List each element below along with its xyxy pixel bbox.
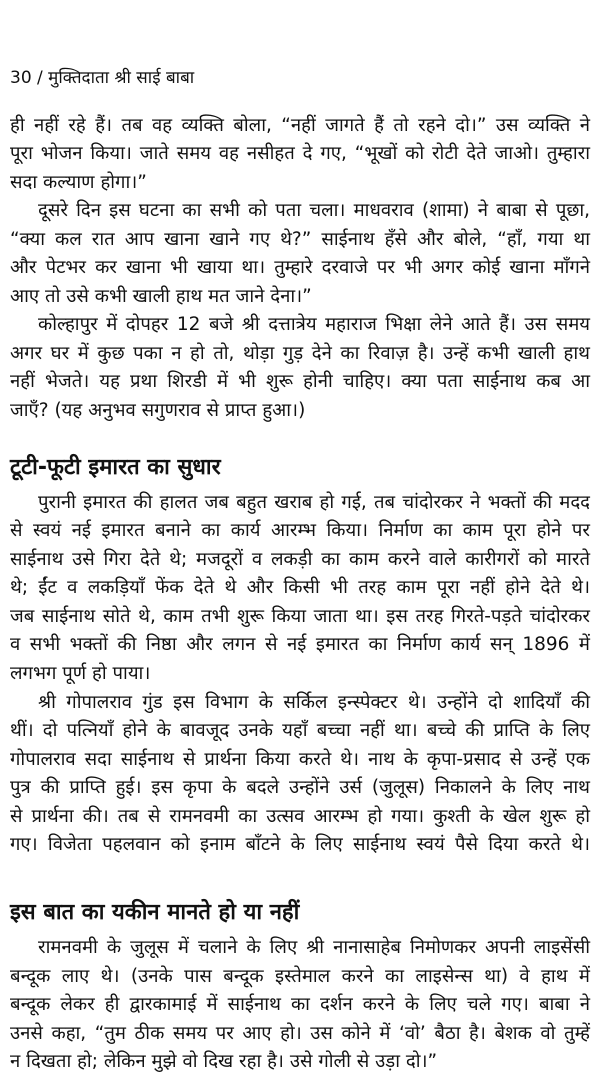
text-line: सदा कल्याण होगा।”: [10, 172, 147, 193]
text-line: और पेटभर कर खाना भी खाया था। तुम्हारे दरवाजे पर भी अगर कोई खाना माँगने: [10, 257, 590, 278]
text-line: अगर घर में कुछ पका न हो तो, थोड़ा गुड़ देने का रिवाज़ है। उन्हें कभी खाली हाथ: [10, 343, 590, 364]
text-line: पुत्र की प्राप्ति हुई। इस कृपा के बदले उन्होंने उर्स (जुलूस) निकालने के लिए नाथ: [10, 777, 590, 798]
text-line: बन्दूक लेकर ही द्वारकामाई में साईनाथ का दर्शन करने के लिए चले गए। बाबा ने: [10, 994, 590, 1015]
text-line: जाएँ? (यह अनुभव सगुणराव से प्राप्त हुआ।): [10, 400, 306, 421]
text-line: नहीं भेजते। यह प्रथा शिरडी में भी शुरू होनी चाहिए। क्या पता साईनाथ कब आ: [10, 371, 590, 392]
text-line: “क्या कल रात आप खाना खाने गए थे?” साईनाथ हँसे और बोले, “हाँ, गया था: [10, 229, 590, 250]
text-line: कोल्हापुर में दोपहर 12 बजे श्री दत्तात्रेय महाराज भिक्षा लेने आते हैं। उस समय: [38, 314, 590, 335]
text-line: ही नहीं रहे हैं। तब वह व्यक्ति बोला, “नहीं जागते हैं तो रहने दो।” उस व्यक्ति ने: [10, 115, 590, 136]
text-line: व सभी भक्तों की निष्ठा और लगन से नई इमारत का निर्माण कार्य सन् 1896 में: [10, 634, 590, 655]
text-line: आए तो उसे कभी खाली हाथ मत जाने देना।”: [10, 286, 312, 307]
text-line: गोपालराव सदा साईनाथ से प्रार्थना किया करते थे। नाथ के कृपा-प्रसाद से उन्हें एक: [10, 749, 590, 770]
section-heading: इस बात का यकीन मानते हो या नहीं: [10, 900, 300, 925]
text-line: थे; ईंट व लकड़ियाँ फेंक देते थे और किसी भी तरह काम पूरा नहीं होने देते थे।: [10, 577, 590, 598]
section-heading: टूटी-फूटी इमारत का सुधार: [10, 455, 221, 480]
text-line: साईनाथ उसे गिरा देते थे; मजदूरों व लकड़ी का काम करने वाले कारीगरों को मारते: [10, 549, 590, 570]
text-line: पुरानी इमारत की हालत जब बहुत खराब हो गई, तब चांदोरकर ने भक्तों की मदद: [38, 492, 590, 513]
running-header: 30 / मुक्तिदाता श्री साई बाबा: [10, 68, 195, 88]
text-line: से प्रार्थना की। तब से रामनवमी का उत्सव आरम्भ हो गया। कुश्ती के खेल शुरू हो: [10, 806, 590, 827]
text-line: उनसे कहा, “तुम ठीक समय पर आए हो। उस कोने में ‘वो’ बैठा है। बेशक वो तुम्हें: [10, 1023, 590, 1044]
text-line: लगभग पूर्ण हो पाया।: [10, 663, 151, 684]
text-line: रामनवमी के जुलूस में चलाने के लिए श्री नानासाहेब निमोणकर अपनी लाइसेंसी: [38, 937, 590, 958]
text-line: गए। विजेता पहलवान को इनाम बाँटने के लिए साईनाथ स्वयं पैसे दिया करते थे।: [10, 834, 590, 855]
text-line: श्री गोपालराव गुंड इस विभाग के सर्किल इन्स्पेक्टर थे। उन्होंने दो शादियाँ की: [38, 692, 590, 713]
text-line: से स्वयं नई इमारत बनाने का कार्य आरम्भ किया। निर्माण का काम पूरा होने पर: [10, 520, 590, 541]
text-line: दूसरे दिन इस घटना का सभी को पता चला। माधवराव (शामा) ने बाबा से पूछा,: [38, 200, 590, 221]
text-line: जब साईनाथ सोते थे, काम तभी शुरू किया जाता था। इस तरह गिरते-पड़ते चांदोरकर: [10, 606, 590, 627]
text-line: बन्दूक लाए थे। (उनके पास बन्दूक इस्तेमाल करने का लाइसेन्स था) वे हाथ में: [10, 966, 590, 987]
text-line: थीं। दो पत्नियाँ होने के बावजूद उनके यहाँ बच्चा नहीं था। बच्चे की प्राप्ति के लिए: [10, 720, 590, 741]
text-line: पूरा भोजन किया। जाते समय वह नसीहत दे गए, “भूखों को रोटी देते जाओ। तुम्हारा: [10, 143, 590, 164]
text-line: न दिखता हो; लेकिन मुझे वो दिख रहा है। उसे गोली से उड़ा दो।”: [10, 1051, 438, 1072]
